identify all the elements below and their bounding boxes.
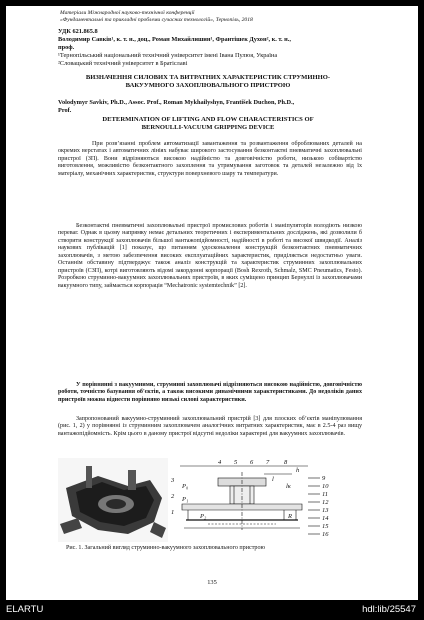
authors-uk-line-1: Володимир Савків¹, к. т. н., доц., Роман Михайлишин¹, Франтішек Духон², к. т. н., [58, 36, 291, 43]
title-en-line-2: BERNOULLI-VACUUM GRIPPING DEVICE [141, 124, 275, 131]
figure-label-10: 10 [322, 483, 329, 490]
paragraph-2: Безконтактні пневматичні захоплювальні пристрої промислових роботів і маніпуляторів володіють низкою переваг. Однак в цьому напрямку немає детальних теоретичних і експериментальних досліджень, які дозволили б створити конструкції захоплювачів більшої вантажопідйомності, надійності в роботі та високої швидкодії. Аналіз наукових публікацій [1] показує, що питанням удосконалення конструкцій безконтактних пневматичних захоплювачів, з метою забезпечення високих експлуатаційних характеристик, приділяється недостатньо уваги. Останнім обставину підтверджує також аналіз конструкцій та характеристик струминних захоплювальних пристроїв (СЗП), котрі виготовляють відомі закордонні корпорації (Bosh Rexroth, Schmalz, SMC Pneumatics, Festo). Розробкою струминно-вакуумних захоплювальних пристроїв, в яких суміщено принцип Бернуллі із захоплювачами вакуумного типу, займається корпорація “Mechatronic systemtechnik” [2]. [58, 223, 362, 289]
document-page [6, 6, 418, 600]
figure-label-11: 11 [322, 491, 329, 498]
title-en [58, 116, 358, 132]
title-en-line-1: DETERMINATION OF LIFTING AND FLOW CHARACTERISTICS OF [102, 116, 314, 123]
title-uk-line-1: ВИЗНАЧЕННЯ СИЛОВИХ ТА ВИТРАТНИХ ХАРАКТЕРИСТИК СТРУМИННО- [85, 74, 331, 81]
udk-code: УДК 621.865.8 [58, 28, 98, 35]
figure-label-16: 16 [322, 531, 329, 538]
figure-label-7: 7 [266, 459, 270, 466]
figure-label-9: 9 [322, 475, 326, 482]
header-line-2: «Фундаментальні та прикладні проблеми сучасних технологій», Тернопіль, 2018 [60, 17, 253, 23]
paragraph-1: При розв’язанні проблем автоматизації завантаження та розвантаження оброблюваних деталей на окремих верстатах і автоматичних лініях набуває широкого застосування безконтактні пневматичні захоплювальні пристрої (ЗП). Вони відрізняються високою надійністю та довговічністю роботи, низькою собівартістю виготовлення, можливістю безконтактного захоплення та утримування заготовок та деталей незалежно від їх матеріалу, механічних характеристик, структури поверхневого шару та температури. [58, 141, 362, 177]
figure-dim-l: l [272, 476, 274, 483]
title-uk [58, 74, 358, 90]
paragraph-3: У порівнянні з вакуумними, струминні захоплювачі відрізняються високою надійністю, довговічністю роботи, точністю базування об'єктів, а також високими динамічними характеристиками. До недоліків даних пристроїв можна віднести порівняно низькі силові характеристики. [58, 382, 362, 403]
figure-label-15: 15 [322, 523, 329, 530]
figure-label-14: 14 [322, 515, 329, 522]
figure-label-4: 4 [218, 459, 222, 466]
figure-label-5: 5 [234, 459, 238, 466]
affiliation-1: ¹Тернопільський національний технічний університет імені Івана Пулюя, Україна [58, 52, 278, 59]
figure-label-2: 2 [171, 493, 175, 500]
figure-caption: Рис. 1. Загальний вигляд струминно-вакуумного захоплювального пристрою [66, 545, 266, 551]
figure-1 [58, 458, 362, 542]
figure-dim-p1: P₁ [182, 496, 189, 503]
figure-dim-p0: P₀ [182, 483, 189, 490]
figure-label-3: 3 [171, 477, 175, 484]
conference-header [60, 10, 253, 24]
footer-repository-name: ELARTU [6, 604, 44, 615]
affiliation-2: ²Словацький технічний університет в Братіславі [58, 60, 188, 67]
figure-label-1: 1 [171, 509, 175, 516]
figure-label-8: 8 [284, 459, 288, 466]
page-number: 135 [207, 579, 217, 586]
figure-dim-p2: P₂ [200, 513, 207, 520]
figure-dim-h: h [296, 467, 300, 474]
device-drawing [180, 466, 320, 534]
title-uk-line-2: ВАКУУМНОГО ЗАХОПЛЮВАЛЬНОГО ПРИСТРОЮ [125, 82, 291, 89]
footer-handle-link[interactable]: hdl:lib/25547 [362, 604, 416, 615]
figure-dim-r: R [288, 513, 292, 520]
figure-label-13: 13 [322, 507, 329, 514]
figure-label-12: 12 [322, 499, 329, 506]
figure-dim-lk: lк [286, 483, 291, 490]
header-line-1: Матеріали Міжнародної науково-технічної конференції [60, 10, 195, 16]
authors-uk-line-2: проф. [58, 44, 75, 51]
authors-en-line-1: Volodymyr Savkiv, Ph.D., Assoc. Prof., Roman Mykhailyshyn, František Duchon, Ph.D., [58, 99, 295, 106]
authors-en-line-2: Prof. [58, 107, 72, 114]
device-photo [58, 458, 168, 542]
paragraph-4: Запропонований вакуумно-струминний захоплювальний пристрій [3] для плоских об’єктів маніпулювання (рис. 1, 2) у порівнянні із струминним захоплювачем аналогічних витратних характеристик, має в 2.5-4 раз вищу вантажопідйомність. Крім цього в даному пристрої відсутні недоліки характерні для вакуумних захоплювачів. [58, 416, 362, 437]
figure-label-6: 6 [250, 459, 254, 466]
